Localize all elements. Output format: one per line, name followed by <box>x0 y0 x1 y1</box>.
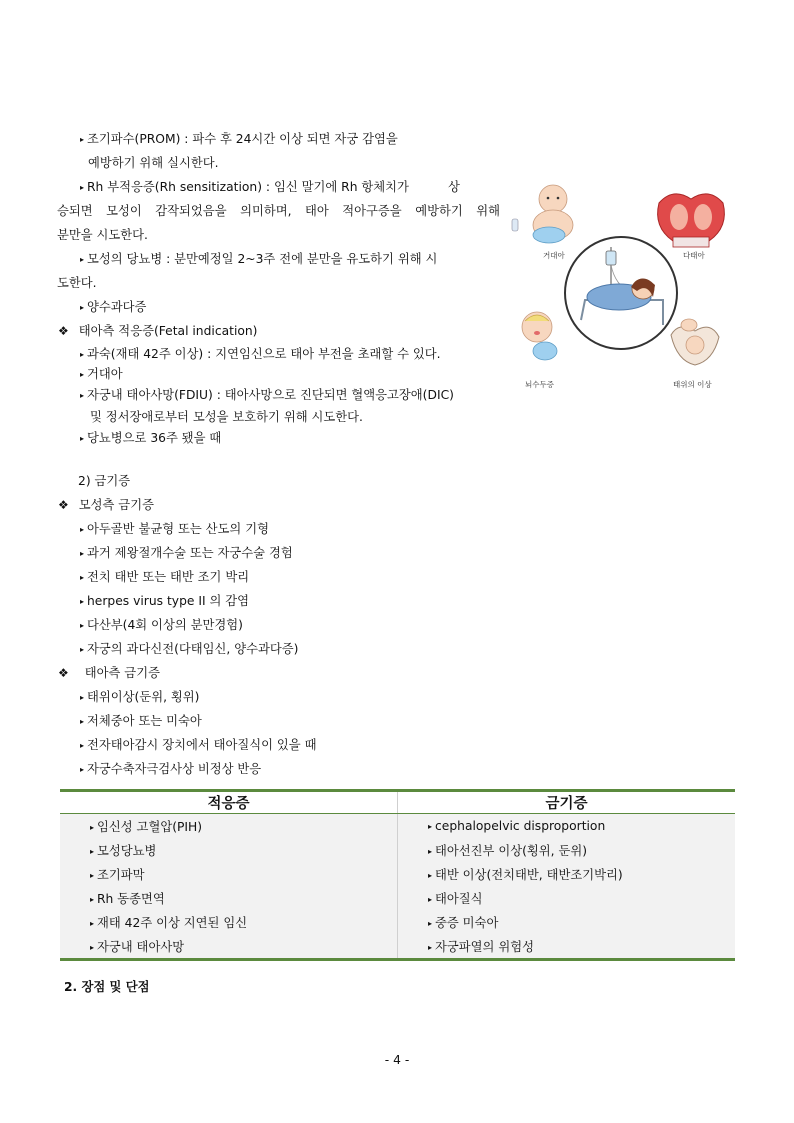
list-item: ▸ Rh 부적응증(Rh sensitization) : 임신 말기에 Rh 항체치가 상 <box>80 180 460 194</box>
triangle-bullet-icon: ▸ <box>428 895 433 904</box>
table-row <box>60 886 735 910</box>
list-item: ▸ 전자태아감시 장치에서 태아질식이 있을 때 <box>80 738 317 752</box>
triangle-bullet-icon: ▸ <box>428 919 433 928</box>
diamond-bullet-icon: ❖ <box>58 666 69 680</box>
list-item: ▸ 모성의 당뇨병 : 분만예정일 2~3주 전에 분만을 유도하기 위해 시 <box>80 252 438 266</box>
list-item: ▸ herpes virus type II 의 감염 <box>80 594 250 608</box>
table-cell: ▸ 자궁파열의 위험성 <box>398 934 736 960</box>
triangle-bullet-icon: ▸ <box>428 943 433 952</box>
list-item: ▸ 과숙(재태 42주 이상) : 지연임신으로 태아 부전을 초래할 수 있다. <box>80 347 441 361</box>
triangle-bullet-icon: ▸ <box>90 871 95 880</box>
triangle-bullet-icon: ▸ <box>80 741 85 750</box>
list-item: ▸ 자궁내 태아사망(FDIU) : 태아사망으로 진단되면 혈액응고장애(DIC) <box>80 388 454 402</box>
triangle-bullet-icon: ▸ <box>80 645 85 654</box>
list-item: ▸ 양수과다증 <box>80 300 147 314</box>
caption: 뇌수두증 <box>525 380 554 389</box>
induction-indications-illustration <box>503 175 741 395</box>
table-row <box>60 934 735 960</box>
triangle-bullet-icon: ▸ <box>428 847 433 856</box>
triangle-bullet-icon: ▸ <box>90 943 95 952</box>
triangle-bullet-icon: ▸ <box>80 434 85 443</box>
diamond-bullet-icon: ❖ <box>58 498 69 512</box>
section-heading: ❖ 모성측 금기증 <box>58 498 154 512</box>
list-item-continuation: 및 정서장애로부터 모성을 보호하기 위해 시도한다. <box>90 410 363 424</box>
twins-uterus-icon <box>658 194 725 247</box>
caption: 다태아 <box>683 251 705 260</box>
triangle-bullet-icon: ▸ <box>80 717 85 726</box>
table-cell: ▸ 태아질식 <box>398 886 736 910</box>
triangle-bullet-icon: ▸ <box>428 871 433 880</box>
triangle-bullet-icon: ▸ <box>428 822 433 831</box>
list-item-continuation: 승되면 모성이 감작되었음을 의미하며, 태아 적아구증을 예방하기 위해 <box>57 204 500 218</box>
list-item: ▸ 다산부(4회 이상의 분만경험) <box>80 618 243 632</box>
list-item: ▸ 조기파수(PROM) : 파수 후 24시간 이상 되면 자궁 감염을 <box>80 132 398 146</box>
indications-table <box>60 789 735 961</box>
triangle-bullet-icon: ▸ <box>80 255 85 264</box>
fetal-malpresentation-icon <box>671 319 719 365</box>
hydrocephalus-baby-icon <box>522 312 557 360</box>
triangle-bullet-icon: ▸ <box>80 549 85 558</box>
list-item: ▸ 저체중아 또는 미숙아 <box>80 714 202 728</box>
diamond-bullet-icon: ❖ <box>58 324 69 338</box>
triangle-bullet-icon: ▸ <box>80 597 85 606</box>
list-item: ▸ 거대아 <box>80 367 123 381</box>
triangle-bullet-icon: ▸ <box>80 765 85 774</box>
list-item: ▸ 과거 제왕절개수술 또는 자궁수술 경험 <box>80 546 293 560</box>
list-item-continuation: 도한다. <box>57 276 97 290</box>
page-number: - 4 - <box>384 1053 410 1067</box>
list-item: ▸ 아두골반 불균형 또는 산도의 기형 <box>80 522 269 536</box>
list-item: ▸ 당뇨병으로 36주 됐을 때 <box>80 431 222 445</box>
triangle-bullet-icon: ▸ <box>80 621 85 630</box>
list-item: ▸ 자궁의 과다신전(다태임신, 양수과다증) <box>80 642 299 656</box>
triangle-bullet-icon: ▸ <box>80 370 85 379</box>
table-cell: ▸ 중증 미숙아 <box>398 910 736 934</box>
large-baby-icon <box>512 185 573 243</box>
triangle-bullet-icon: ▸ <box>80 303 85 312</box>
list-item-continuation: 분만을 시도한다. <box>57 228 148 242</box>
table-cell: ▸ Rh 동종면역 <box>60 886 398 910</box>
subsection-heading: 2) 금기증 <box>78 474 131 488</box>
table-row <box>60 862 735 886</box>
table-header-row <box>60 791 735 814</box>
triangle-bullet-icon: ▸ <box>80 525 85 534</box>
triangle-bullet-icon: ▸ <box>90 895 95 904</box>
mother-in-bed-icon <box>565 237 677 349</box>
table-cell: ▸ 모성당뇨병 <box>60 838 398 862</box>
triangle-bullet-icon: ▸ <box>80 391 85 400</box>
triangle-bullet-icon: ▸ <box>90 847 95 856</box>
list-item: ▸ 태위이상(둔위, 횡위) <box>80 690 200 704</box>
caption: 태위의 이상 <box>673 380 712 389</box>
table-row <box>60 814 735 839</box>
section-heading: ❖ 태아측 적응증(Fetal indication) <box>58 324 258 338</box>
table-row <box>60 838 735 862</box>
list-item: ▸ 자궁수축자극검사상 비정상 반응 <box>80 762 262 776</box>
table-cell: ▸ 조기파막 <box>60 862 398 886</box>
caption: 거대아 <box>543 251 565 260</box>
triangle-bullet-icon: ▸ <box>80 183 85 192</box>
table-cell: ▸ 태반 이상(전치태반, 태반조기박리) <box>398 862 736 886</box>
table-cell: ▸ cephalopelvic disproportion <box>398 814 736 839</box>
table-cell: ▸ 태아선진부 이상(횡위, 둔위) <box>398 838 736 862</box>
section-heading: ❖ 태아측 금기증 <box>58 666 160 680</box>
triangle-bullet-icon: ▸ <box>90 823 95 832</box>
column-header: 적응증 <box>60 791 398 814</box>
list-item-continuation: 예방하기 위해 실시한다. <box>88 156 219 170</box>
triangle-bullet-icon: ▸ <box>80 693 85 702</box>
list-item: ▸ 전치 태반 또는 태반 조기 박리 <box>80 570 250 584</box>
table-row <box>60 910 735 934</box>
table-cell: ▸ 자궁내 태아사망 <box>60 934 398 960</box>
section-title: 2. 장점 및 단점 <box>64 980 150 994</box>
table-cell: ▸ 재태 42주 이상 지연된 임신 <box>60 910 398 934</box>
triangle-bullet-icon: ▸ <box>80 573 85 582</box>
column-header: 금기증 <box>398 791 736 814</box>
triangle-bullet-icon: ▸ <box>80 350 85 359</box>
triangle-bullet-icon: ▸ <box>80 135 85 144</box>
table-cell: ▸ 임신성 고혈압(PIH) <box>60 814 398 839</box>
triangle-bullet-icon: ▸ <box>90 919 95 928</box>
